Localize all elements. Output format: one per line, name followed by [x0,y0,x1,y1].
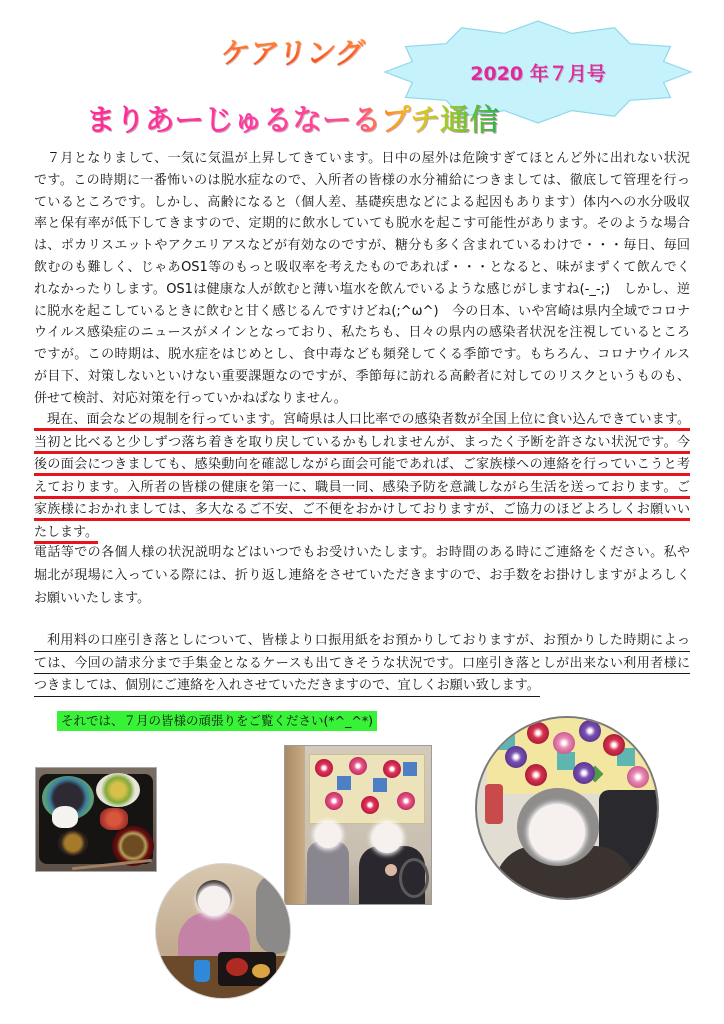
face-privacy-mask [315,822,341,848]
body-line: たします。 [34,522,98,545]
issue-date: 2020 年７月号 [470,62,606,85]
body-line: は、ポカリスエットやアクエリアスなどが有効なのですが、糖分も多く含まれているわけで・・・毎日、毎回 [34,238,690,254]
body-line: 利用料の口座引き落としについて、皆様より口振用紙をお預かりしておりますが、お預かりした時期によっ [34,630,690,653]
body-line: 現在、面会などの規制を行っています。宮崎県は人口比率での感染者数が全国上位に食い込んできています。 [34,409,690,432]
body-line: つきましては、個別にご連絡を入れさせていただきますので、宜しくお願い致します。 [34,675,540,698]
body-line: 電話等での各個人様の状況説明などはいつでもお受けいたします。お時間のある時にご連絡をください。私や [34,545,690,560]
artwork-block [557,752,575,770]
hand [385,864,397,876]
artwork-flower [579,720,601,742]
face-privacy-mask [198,886,230,916]
artwork-block [403,762,417,776]
artwork-flower [361,796,379,814]
artwork-flower [553,732,575,754]
small-bowl [58,830,88,856]
body-line: 当初と比べると少しずつ落ち着きを取り戻しているかもしれませんが、まったく予断を許さない状況です。今 [34,432,690,455]
artwork-flower [315,759,333,777]
wheelchair-wheel [399,858,429,898]
body-line: ては、今回の請求分まで手集金となるケースも出てきそうな状況です。口座引き落としが出来ない利用者様に [34,653,690,676]
body-line: えております。入所者の皆様の健康を第一に、職員一同、感染予防を意識しながら生活を送っております。ご [34,477,690,500]
artwork-block [337,776,351,790]
photo-resident-portrait [475,716,659,900]
artwork-flower [525,764,547,786]
artwork-flower [627,766,649,788]
artwork-flower [397,792,415,810]
paragraph-bank-transfer [34,630,690,702]
face-privacy-mask [529,804,585,860]
artwork-flower [573,762,595,784]
body-line: 後の面会につきましても、感染動向を確認しながら面会可能であれば、ご家族様への連絡を行っていこうと考 [34,454,690,477]
body-line: 家族様におかれましては、多大なるご不安、ご不便をおかけしておりますが、ご協力のほどよろしくお願いい [34,499,690,522]
body-line: が目下、対策しないといけない重要課題なのですが、季節毎に訪れる高齢者に対してのリスクというものも、 [34,368,690,384]
small-bowl [252,964,270,978]
body-line: れなかったりします。OS1は健康な人が飲むと薄い塩水を飲んでいるような感じがしますね(-_-;) しかし、逆 [34,281,690,297]
body-line: ７月となりまして、一気に気温が上昇してきています。日中の屋外は危険すぎてほとんど外に出れない状況 [47,151,690,166]
body-line: 率と保有率が低下してきますので、定期的に飲水していても脱水を起こす可能性があります。そのような場合 [34,216,690,232]
body-line: 堀北が現場に入っている際には、折り返し連絡をさせていただきますので、お手数をお掛けしますがよろしく [34,568,690,583]
artwork-block [373,778,387,792]
photo-residents-wall-art [284,745,432,905]
blue-cup [194,960,210,982]
body-line: ウイルス感染症のニュースがメインとなっており、私たちも、日々の県内の感染者状況を注視しているところ [34,325,690,341]
face-privacy-mask [372,823,402,853]
body-line: に脱水を起こしているときに飲むと甘く感じるんですけどね(;^ω^) 今の日本、いや宮崎は県内全域でコロナ [34,303,690,319]
red-item [485,784,503,824]
body-line: です。この時期に一番怖いのは脱水症なので、入所者の皆様の水分補給につきましては、徹底して管理を行っ [34,172,690,188]
artwork-flower [505,746,527,768]
rice-ball [52,806,78,828]
paragraph-hydration [34,148,690,410]
resident-body [256,874,291,954]
newsletter-title: ケアリング [218,32,366,74]
artwork-flower [603,734,625,756]
body-line: 飲むのも難しく、じゃあOS1等のもっと吸収率を考えたものであれば・・・となると、味がまずくて飲んでく [34,259,690,275]
body-line: ですが。この時期は、脱水症をはじめとし、食中毒なども頻発してくる季節です。もちろん、コロナウイルス [34,347,690,363]
artwork-flower [383,760,401,778]
paragraph-visitation-notice [34,409,690,548]
side-dish [96,773,140,807]
resident-body [307,841,349,905]
body-line: 併せて検討、対応対策を行っていかねばなりません。 [34,390,347,406]
body-line: お願いいたします。 [34,591,150,606]
newsletter-subtitle: まりあーじゅるなーるプチ通信 [86,97,499,143]
artwork-flower [349,757,367,775]
artwork-flower [325,792,343,810]
artwork-flower [527,722,549,744]
red-bowl [226,958,248,976]
photo-meal-tray [35,767,157,872]
photo-caption: それでは、７月の皆様の頑張りをご覧ください(*^_^*) [57,711,377,731]
artwork-flower [627,724,649,746]
body-line: ているところです。しかし、高齢になると（個人差、基礎疾患などによる起因もあります）体内への水分吸収 [34,194,690,210]
paragraph-phone-contact [34,541,690,610]
photo-resident-eating [155,863,291,999]
